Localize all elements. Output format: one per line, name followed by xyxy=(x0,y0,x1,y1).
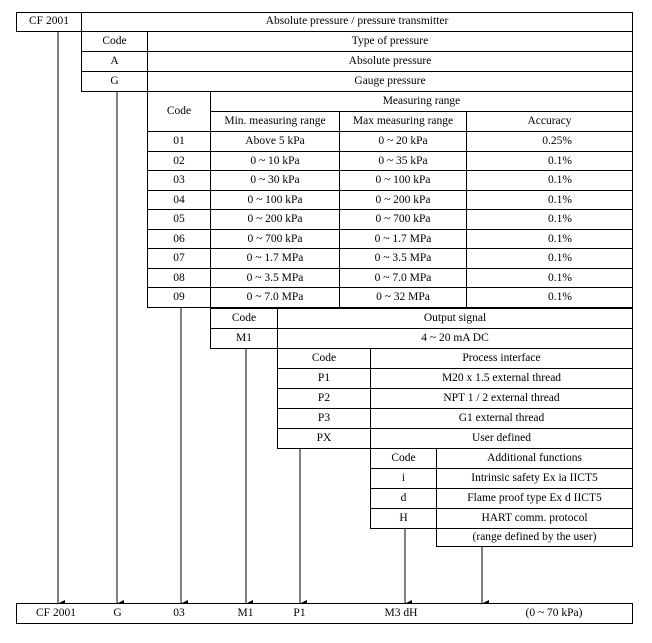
example-pressure: G xyxy=(95,603,140,624)
range-title: Measuring range xyxy=(210,91,633,112)
functions-code-d: d xyxy=(370,488,437,509)
range-code-03: 03 xyxy=(147,170,211,191)
range-max-02: 0 ~ 35 kPa xyxy=(339,151,467,172)
example-model: CF 2001 xyxy=(16,603,96,624)
interface-label-p1: M20 x 1.5 external thread xyxy=(370,368,633,389)
interface-code-p3: P3 xyxy=(277,408,371,429)
range-col-max: Max measuring range xyxy=(339,111,467,132)
range-accuracy-09: 0.1% xyxy=(466,287,633,308)
functions-label-i: Intrinsic safety Ex ia IICT5 xyxy=(436,468,633,489)
range-min-05: 0 ~ 200 kPa xyxy=(210,209,340,230)
range-accuracy-03: 0.1% xyxy=(466,170,633,191)
range-accuracy-06: 0.1% xyxy=(466,229,633,250)
range-code-02: 02 xyxy=(147,151,211,172)
range-max-08: 0 ~ 7.0 MPa xyxy=(339,268,467,289)
range-col-accuracy: Accuracy xyxy=(466,111,633,132)
example-left-edge xyxy=(16,603,17,624)
range-min-03: 0 ~ 30 kPa xyxy=(210,170,340,191)
range-max-03: 0 ~ 100 kPa xyxy=(339,170,467,191)
functions-label-h: HART comm. protocol xyxy=(436,508,633,529)
range-code-header: Code xyxy=(147,91,211,132)
output-label-m1: 4 ~ 20 mA DC xyxy=(277,328,633,349)
example-range: 03 xyxy=(139,603,219,624)
range-code-08: 08 xyxy=(147,268,211,289)
output-code-header: Code xyxy=(210,308,278,329)
range-code-09: 09 xyxy=(147,287,211,308)
range-min-02: 0 ~ 10 kPa xyxy=(210,151,340,172)
functions-code-header: Code xyxy=(370,448,437,469)
range-max-09: 0 ~ 32 MPa xyxy=(339,287,467,308)
range-accuracy-04: 0.1% xyxy=(466,190,633,211)
pressure-label-a: Absolute pressure xyxy=(147,51,633,72)
example-interface: P1 xyxy=(272,603,327,624)
range-note: (range defined by the user) xyxy=(436,528,633,547)
range-min-06: 0 ~ 700 kPa xyxy=(210,229,340,250)
range-min-01: Above 5 kPa xyxy=(210,131,340,152)
example-user-range: (0 ~ 70 kPa) xyxy=(475,603,633,624)
output-title: Output signal xyxy=(277,308,633,329)
functions-code-h: H xyxy=(370,508,437,529)
range-accuracy-08: 0.1% xyxy=(466,268,633,289)
range-max-04: 0 ~ 200 kPa xyxy=(339,190,467,211)
interface-title: Process interface xyxy=(370,348,633,369)
range-code-06: 06 xyxy=(147,229,211,250)
pressure-type-title: Type of pressure xyxy=(147,31,633,52)
model-title: Absolute pressure / pressure transmitter xyxy=(81,12,633,32)
range-max-06: 0 ~ 1.7 MPa xyxy=(339,229,467,250)
range-code-07: 07 xyxy=(147,248,211,269)
example-right-edge xyxy=(632,603,633,624)
range-min-07: 0 ~ 1.7 MPa xyxy=(210,248,340,269)
range-min-08: 0 ~ 3.5 MPa xyxy=(210,268,340,289)
functions-title: Additional functions xyxy=(436,448,633,469)
interface-label-p2: NPT 1 / 2 external thread xyxy=(370,388,633,409)
functions-code-i: i xyxy=(370,468,437,489)
range-code-04: 04 xyxy=(147,190,211,211)
model-code: CF 2001 xyxy=(16,12,82,32)
range-min-09: 0 ~ 7.0 MPa xyxy=(210,287,340,308)
range-accuracy-02: 0.1% xyxy=(466,151,633,172)
range-accuracy-07: 0.1% xyxy=(466,248,633,269)
range-accuracy-01: 0.25% xyxy=(466,131,633,152)
pressure-code-header: Code xyxy=(81,31,148,52)
range-accuracy-05: 0.1% xyxy=(466,209,633,230)
functions-label-d: Flame proof type Ex d IICT5 xyxy=(436,488,633,509)
pressure-code-g: G xyxy=(81,71,148,92)
range-min-04: 0 ~ 100 kPa xyxy=(210,190,340,211)
interface-code-header: Code xyxy=(277,348,371,369)
range-max-01: 0 ~ 20 kPa xyxy=(339,131,467,152)
example-output: M1 xyxy=(218,603,273,624)
example-functions: M3 dH xyxy=(326,603,476,624)
interface-code-px: PX xyxy=(277,428,371,449)
range-code-01: 01 xyxy=(147,131,211,152)
interface-code-p1: P1 xyxy=(277,368,371,389)
interface-label-px: User defined xyxy=(370,428,633,449)
range-col-min: Min. measuring range xyxy=(210,111,340,132)
range-code-05: 05 xyxy=(147,209,211,230)
pressure-code-a: A xyxy=(81,51,148,72)
interface-code-p2: P2 xyxy=(277,388,371,409)
pressure-label-g: Gauge pressure xyxy=(147,71,633,92)
range-max-05: 0 ~ 700 kPa xyxy=(339,209,467,230)
output-code-m1: M1 xyxy=(210,328,278,349)
range-max-07: 0 ~ 3.5 MPa xyxy=(339,248,467,269)
interface-label-p3: G1 external thread xyxy=(370,408,633,429)
